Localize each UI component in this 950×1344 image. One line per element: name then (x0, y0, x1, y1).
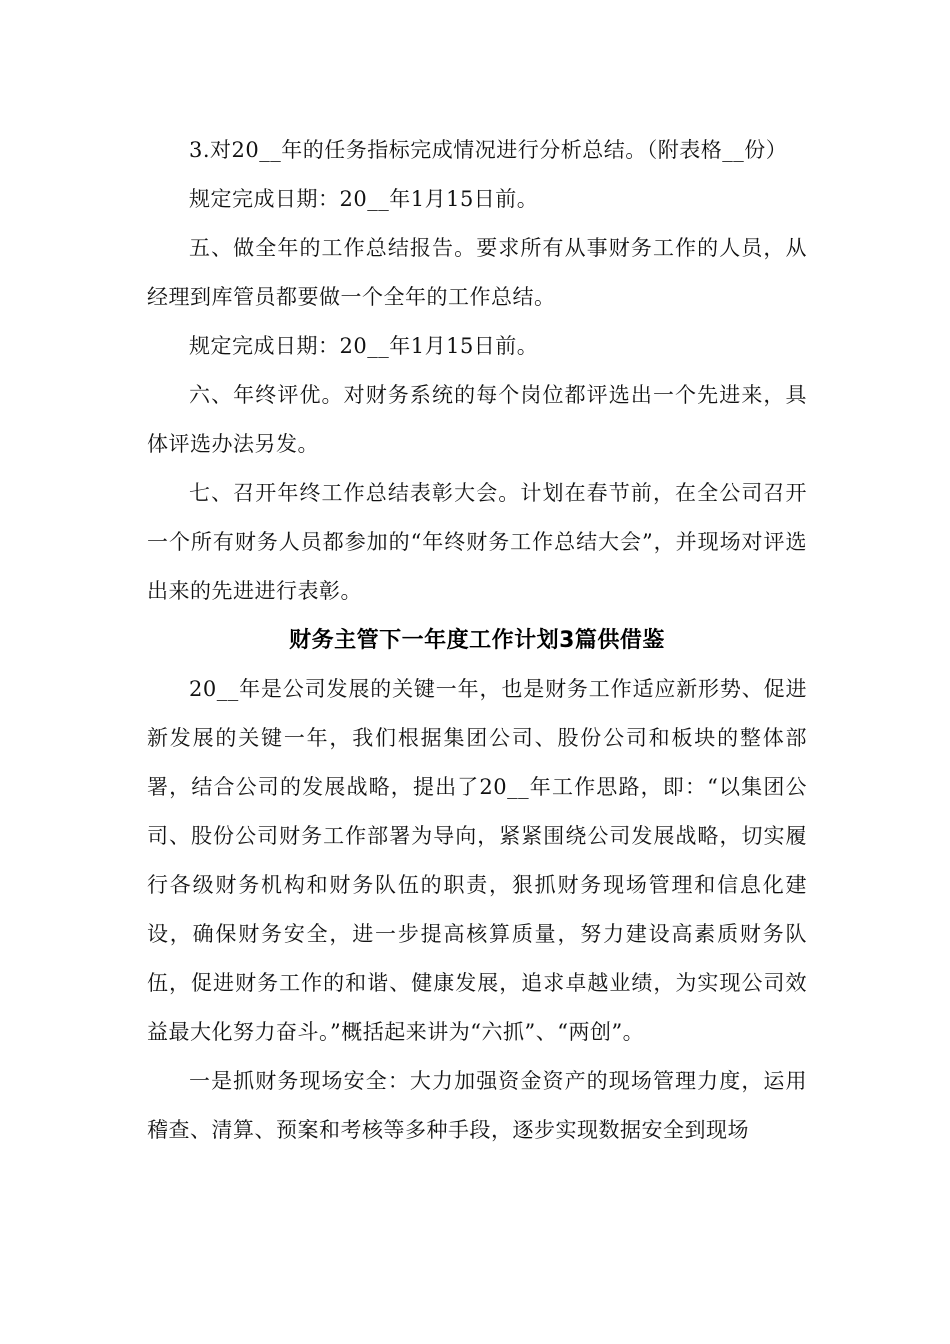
paragraph-annual-report: 五、做全年的工作总结报告。要求所有从事财务工作的人员，从经理到库管员都要做一个全年的工作总结。 (147, 236, 807, 309)
paragraph-year-end-awards: 六、年终评优。对财务系统的每个岗位都评选出一个先进来，具体评选办法另发。 (147, 383, 807, 456)
paragraph-deadline-2: 规定完成日期：20__年1月15日前。 (189, 334, 539, 358)
paragraph-task-summary: 3.对20__年的任务指标完成情况进行分析总结。（附表格__份） (189, 138, 788, 162)
section-heading: 财务主管下一年度工作计划3篇供借鉴 (289, 628, 665, 653)
paragraph-work-thoughts: 20__年是公司发展的关键一年，也是财务工作适应新形势、促进新发展的关键一年，我们根据集团公司、股份公司和板块的整体部署，结合公司的发展战略，提出了20__年工作思路，即：“以集团公司、股份公司财务工作部署为导向，紧紧围绕公司发展战略，切实履行各级财务机构和财务队伍的职责，狠抓财务现场管理和信息化建设，确保财务安全，进一步提高核算质量，努力建设高素质财务队伍，促进财务工作的和谐、健康发展，追求卓越业绩，为实现公司效益最大化努力奋斗。”概括起来讲为“六抓”、“两创”。 (147, 677, 807, 1044)
paragraph-commendation-meeting: 七、召开年终工作总结表彰大会。计划在春节前，在全公司召开一个所有财务人员都参加的“年终财务工作总结大会”，并现场对评选出来的先进进行表彰。 (147, 481, 807, 603)
paragraph-deadline-1: 规定完成日期：20__年1月15日前。 (189, 187, 539, 211)
paragraph-site-safety: 一是抓财务现场安全：大力加强资金资产的现场管理力度，运用稽查、清算、预案和考核等多种手段，逐步实现数据安全到现场 (147, 1069, 807, 1142)
document-body (147, 126, 807, 1155)
